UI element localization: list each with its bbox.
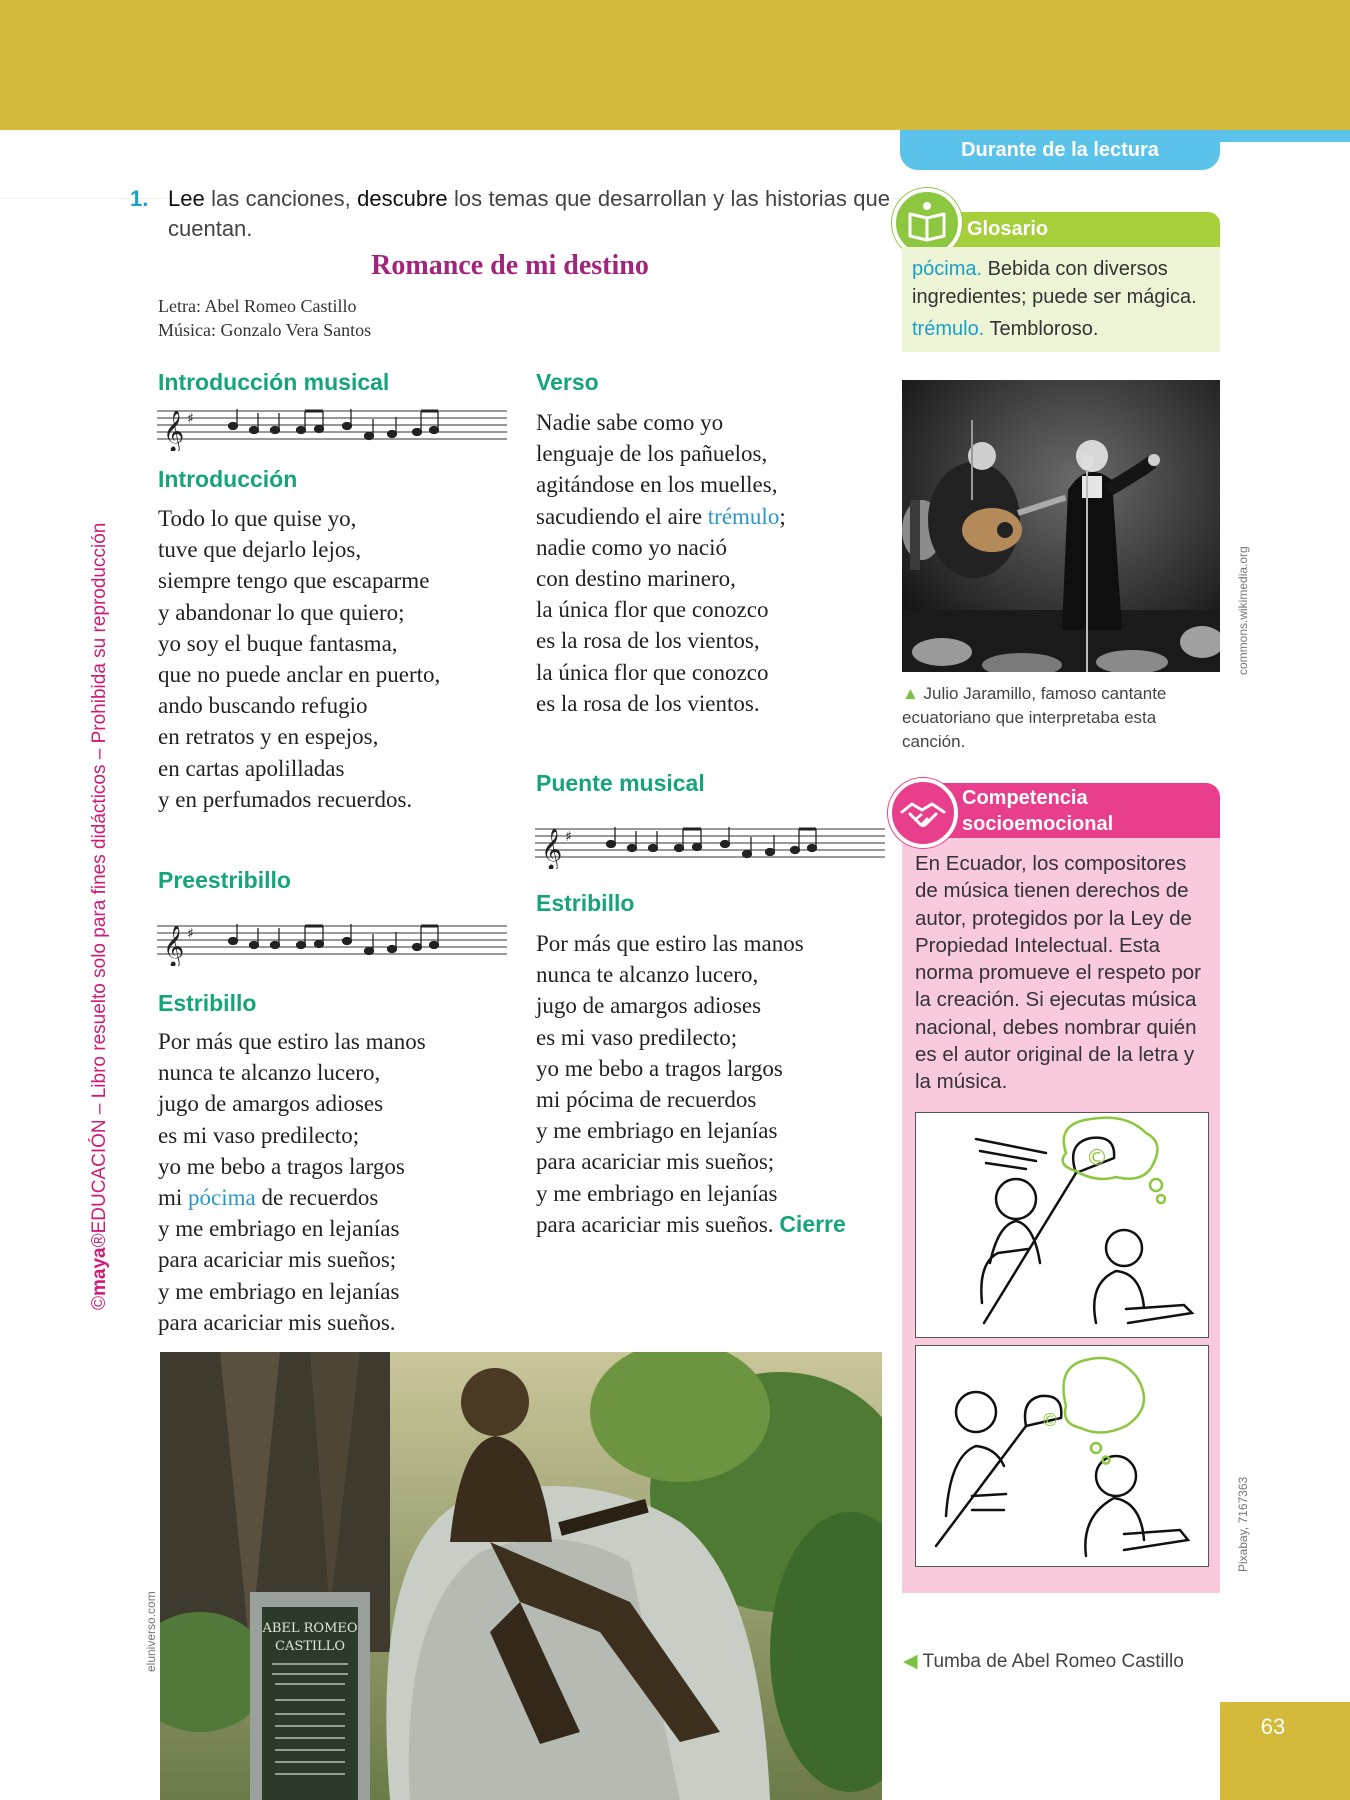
glossary-definition: Bebida con diversos ingredientes; puede ser mágica. xyxy=(912,258,1197,308)
glossary-entry xyxy=(912,255,1210,311)
verse-line: es mi vaso predilecto; xyxy=(536,1024,738,1050)
photo-caption xyxy=(902,682,1222,754)
activity-number: 1. xyxy=(130,186,149,211)
page-number: 63 xyxy=(1220,1702,1350,1800)
verse-line: y me embriago en lejanías xyxy=(536,1118,778,1144)
heading-puente-musical: Puente musical xyxy=(536,770,705,796)
verse-line: y abandonar lo que quiero; xyxy=(158,599,405,625)
verse-line: Por más que estiro las manos xyxy=(536,931,804,956)
song-title: Romance de mi destino xyxy=(371,250,649,281)
verse-word: ; xyxy=(779,503,786,529)
verse-line: Todo lo que quise yo, xyxy=(158,506,357,531)
heading-introduccion-musical: Introducción musical xyxy=(158,369,390,395)
glossary-header: Glosario xyxy=(935,212,1220,247)
verse-line: Por más que estiro las manos xyxy=(158,1029,426,1054)
photo-julio-jaramillo xyxy=(902,380,1220,672)
music-staff xyxy=(157,918,507,966)
caption-text: Julio Jaramillo, famoso cantante ecuatoriano que interpretaba esta canción. xyxy=(902,684,1167,751)
verse-line: es la rosa de los vientos. xyxy=(536,690,760,716)
verse-line: con destino marinero, xyxy=(536,566,736,592)
heading-preestribillo: Preestribillo xyxy=(158,867,291,893)
side-copyright-text xyxy=(86,490,114,1310)
verse-line: nadie como yo nació xyxy=(536,534,727,560)
photo-tumba-abel-romeo-castillo xyxy=(160,1352,882,1800)
verso-verse xyxy=(536,407,786,719)
verse-line xyxy=(536,1209,846,1240)
verse-line: yo soy el buque fantasma, xyxy=(158,630,398,656)
top-color-band xyxy=(0,0,1350,130)
label-cierre: Cierre xyxy=(779,1210,846,1237)
plaque-text: CASTILLO xyxy=(275,1639,345,1654)
triangle-up-icon: ▲ xyxy=(902,684,919,703)
verse-word: para acariciar mis sueños. xyxy=(536,1211,780,1237)
heading-verso: Verso xyxy=(536,369,599,395)
verb-lee: Lee xyxy=(168,186,205,211)
svg-text:©: © xyxy=(1041,1410,1059,1431)
verse-line: en cartas apolilladas xyxy=(158,755,345,781)
introduccion-verse xyxy=(158,503,440,815)
verse-line: jugo de amargos adioses xyxy=(158,1091,384,1117)
verse-line: y me embriago en lejanías xyxy=(158,1278,400,1304)
verse-line: agitándose en los muelles, xyxy=(536,472,778,498)
verse-line: tuve que dejarlo lejos, xyxy=(158,537,362,563)
heading-estribillo: Estribillo xyxy=(536,890,635,916)
registered-symbol: ® xyxy=(89,1233,110,1248)
verse-line xyxy=(158,1182,426,1213)
verse-line: lenguaje de los pañuelos, xyxy=(536,441,768,467)
verse-line: para acariciar mis sueños; xyxy=(536,1149,775,1175)
verse-line: nunca te alcanzo lucero, xyxy=(158,1060,381,1086)
verse-word: mi xyxy=(158,1185,189,1211)
verb-descubre: descubre xyxy=(357,186,448,211)
verse-line: la única flor que conozco xyxy=(536,597,769,623)
illustration-panel-1 xyxy=(915,1112,1209,1338)
brand-logo-text: maya xyxy=(89,1247,110,1296)
tab-strip xyxy=(1215,130,1350,142)
competencia-title: socioemocional xyxy=(962,813,1114,835)
activity-instruction xyxy=(130,184,890,244)
competencia-header xyxy=(930,783,1220,838)
verse-line: y en perfumados recuerdos. xyxy=(158,786,413,812)
verse-line: jugo de amargos adioses xyxy=(536,993,762,1019)
verse-line: yo me bebo a tragos largos xyxy=(158,1153,405,1179)
verse-word: de recuerdos xyxy=(255,1185,379,1211)
verse-line: para acariciar mis sueños. xyxy=(158,1309,396,1335)
estribillo-verse xyxy=(536,928,846,1240)
glossary-term-tremulo: trémulo xyxy=(707,503,780,529)
instruction-text: las canciones, xyxy=(204,186,358,211)
verse-line: mi pócima de recuerdos xyxy=(536,1087,757,1113)
music-staff xyxy=(535,821,885,869)
glossary-definition: Tembloroso. xyxy=(984,318,1099,340)
verse-line: es la rosa de los vientos, xyxy=(536,628,760,654)
verse-word: sacudiendo el aire xyxy=(536,503,708,529)
verse-line: en retratos y en espejos, xyxy=(158,724,379,750)
verse-line: es mi vaso predilecto; xyxy=(158,1122,360,1148)
copyright-notice: EDUCACIÓN – Libro resuelto solo para fines didácticos – Prohibida su reproducción xyxy=(89,522,110,1234)
competencia-text: En Ecuador, los compositores de música tienen derechos de autor, protegidos por la Ley de Propiedad Intelectual. Esta norma promueve el respeto por la creación. Si ejecutas música nacional, debes nombrar quién es el autor original de la letra y la música. xyxy=(915,852,1202,1094)
music-credit: Música: Gonzalo Vera Santos xyxy=(158,320,372,340)
lyrics-credit: Letra: Abel Romeo Castillo xyxy=(158,296,357,316)
glossary-entry xyxy=(912,315,1210,343)
instruction-text: los temas que desarrollan y las historias que cuentan. xyxy=(168,186,890,241)
plaque-text: ABEL ROMEO xyxy=(262,1621,358,1636)
handshake-icon xyxy=(888,778,958,848)
heading-estribillo: Estribillo xyxy=(158,990,257,1016)
competencia-title: Competencia xyxy=(962,787,1088,809)
glossary-term: trémulo. xyxy=(912,318,985,340)
estribillo-verse xyxy=(158,1026,426,1338)
photo-credit: commons.wikimedia.org xyxy=(1236,546,1250,675)
illustration-credit: Pixabay, 7167363 xyxy=(1236,1476,1250,1572)
heading-introduccion: Introducción xyxy=(158,466,298,492)
glossary-term: pócima. xyxy=(912,258,983,280)
glossary-term-pocima: pócima xyxy=(188,1185,256,1211)
section-tab-durante: Durante de la lectura xyxy=(900,130,1220,170)
caption-text: Tumba de Abel Romeo Castillo xyxy=(917,1651,1184,1672)
music-staff xyxy=(157,403,507,451)
photo-caption xyxy=(903,1650,1223,1673)
verse-line xyxy=(536,501,786,532)
svg-text:©: © xyxy=(1086,1146,1108,1171)
verse-line: Nadie sabe como yo xyxy=(536,410,724,435)
verse-line: y me embriago en lejanías xyxy=(158,1216,400,1242)
copyright-symbol: © xyxy=(89,1296,110,1310)
verse-line: que no puede anclar en puerto, xyxy=(158,662,441,688)
photo-credit: eluniverso.com xyxy=(144,1591,158,1672)
verse-line: nunca te alcanzo lucero, xyxy=(536,962,759,988)
verse-line: siempre tengo que escaparme xyxy=(158,568,430,594)
verse-line: yo me bebo a tragos largos xyxy=(536,1055,783,1081)
triangle-left-icon: ◀ xyxy=(903,1651,918,1672)
verse-line: la única flor que conozco xyxy=(536,659,769,685)
verse-line: y me embriago en lejanías xyxy=(536,1180,778,1206)
verse-line: ando buscando refugio xyxy=(158,693,368,719)
illustration-panel-2 xyxy=(915,1345,1209,1567)
glossary-box xyxy=(902,247,1220,352)
verse-line: para acariciar mis sueños; xyxy=(158,1247,397,1273)
